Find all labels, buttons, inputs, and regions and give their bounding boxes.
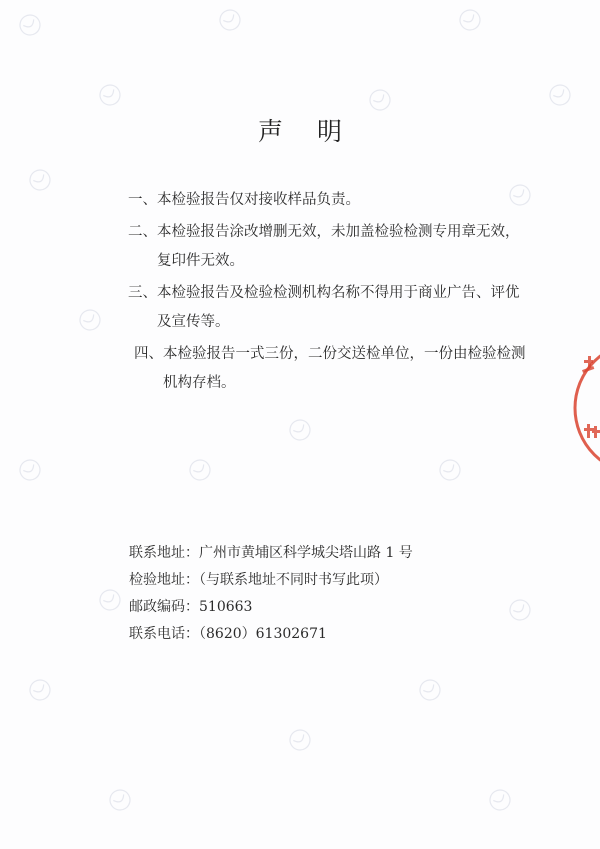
phone-label: 联系电话： <box>129 626 199 642</box>
watermark-logo-icon <box>76 306 103 333</box>
phone-row <box>129 621 549 648</box>
watermark-logo-icon <box>26 166 53 193</box>
watermark-logo-icon <box>286 416 313 443</box>
watermark-logo-icon <box>96 586 123 613</box>
watermark-logo-icon <box>216 6 243 33</box>
postcode-label: 邮政编码： <box>129 599 199 615</box>
watermark-logo-icon <box>456 6 483 33</box>
clause-text: 本检验报告仅对接收样品负责。 <box>157 192 360 208</box>
contact-address-row <box>129 540 549 567</box>
watermark-logo-icon <box>106 786 133 813</box>
clause-3 <box>128 279 528 338</box>
clause-text: 本检验报告涂改增删无效，未加盖检验检测专用章无效，复印件无效。 <box>157 223 520 269</box>
watermark-logo-icon <box>26 676 53 703</box>
clause-4 <box>134 340 528 399</box>
clause-number: 四、 <box>134 345 163 362</box>
contact-info <box>129 540 549 648</box>
inspection-address-row <box>129 567 549 594</box>
inspection-address-label: 检验地址： <box>129 572 199 588</box>
clause-number: 二、 <box>128 223 157 240</box>
watermark-logo-icon <box>16 456 43 483</box>
contact-address-label: 联系地址： <box>129 545 199 561</box>
clause-number: 三、 <box>128 284 157 301</box>
watermark-logo-icon <box>416 676 443 703</box>
watermark-logo-icon <box>286 726 313 753</box>
postcode-value: 510663 <box>199 599 253 615</box>
clause-1 <box>128 186 528 216</box>
watermark-logo-icon <box>186 456 213 483</box>
inspection-address-value: （与联系地址不同时书写此项） <box>199 572 388 588</box>
watermark-logo-icon <box>546 81 573 108</box>
declaration-title: 声明 <box>257 117 376 146</box>
official-seal-stamp <box>566 338 600 478</box>
watermark-logo-icon <box>366 86 393 113</box>
watermark-logo-icon <box>436 456 463 483</box>
phone-value: （8620）61302671 <box>199 626 327 642</box>
clause-text: 本检验报告一式三份，二份交送检单位，一份由检验检测机构存档。 <box>163 345 526 391</box>
clause-text: 本检验报告及检验检测机构名称不得用于商业广告、评优及宣传等。 <box>157 284 520 330</box>
clause-number: 一、 <box>128 192 157 208</box>
postcode-row <box>129 594 549 621</box>
clause-2 <box>128 218 528 277</box>
contact-address-value: 广州市黄埔区科学城尖塔山路 1 号 <box>199 545 413 561</box>
declaration-clauses <box>128 186 528 401</box>
watermark-logo-icon <box>96 81 123 108</box>
watermark-logo-icon <box>16 11 43 38</box>
watermark-logo-icon <box>486 786 513 813</box>
